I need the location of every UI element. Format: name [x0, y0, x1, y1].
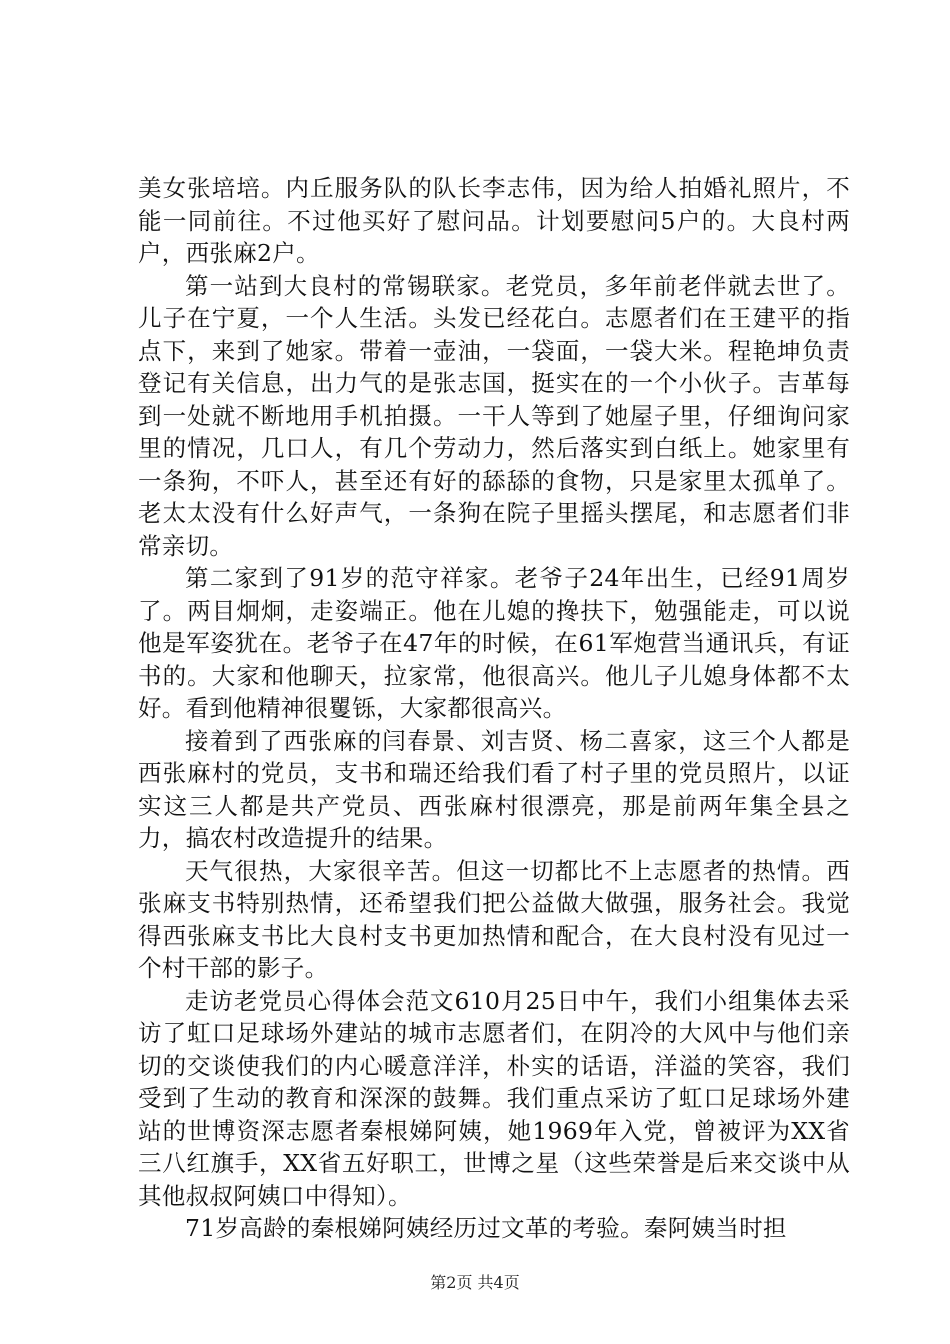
paragraph-7: 71岁高龄的秦根娣阿姨经历过文革的考验。秦阿姨当时担: [185, 1214, 787, 1242]
paragraph-3: 第二家到了91岁的范守祥家。老爷子24年出生，已经91周岁了。两目炯炯，走姿端正。他在儿媳的搀扶下，勉强能走，可以说他是军姿犹在。老爷子在47年的时候，在61军炮营当通讯兵，有证书的。大家和他聊天，拉家常，他很高兴。他儿子儿媳身体都不太好。看到他精神很矍铄，大家都很高兴。: [138, 564, 850, 722]
paragraph-2: 第一站到大良村的常锡联家。老党员，多年前老伴就去世了。儿子在宁夏，一个人生活。头发已经花白。志愿者们在王建平的指点下，来到了她家。带着一壶油，一袋面，一袋大米。程艳坤负责登记有关信息，出力气的是张志国，挺实在的一个小伙子。吉革每到一处就不断地用手机拍摄。一干人等到了她屋子里，仔细询问家里的情况，几口人，有几个劳动力，然后落实到白纸上。她家里有一条狗，不吓人，甚至还有好的舔舔的食物，只是家里太孤单了。老太太没有什么好声气，一条狗在院子里摇头摆尾，和志愿者们非常亲切。: [138, 271, 850, 560]
paragraph-5: 天气很热，大家很辛苦。但这一切都比不上志愿者的热情。西张麻支书特别热情，还希望我们把公益做大做强，服务社会。我觉得西张麻支书比大良村支书更加热情和配合，在大良村没有见过一个村干部的影子。: [138, 856, 850, 982]
document-body: [138, 172, 850, 1245]
page-footer: 第2页 共4页: [430, 1273, 520, 1292]
paragraph-4: 接着到了西张麻的闫春景、刘吉贤、杨二喜家，这三个人都是西张麻村的党员，支书和瑞还给我们看了村子里的党员照片，以证实这三人都是共产党员、西张麻村很漂亮，那是前两年集全县之力，搞农村改造提升的结果。: [138, 726, 850, 852]
paragraph-1: 美女张培培。内丘服务队的队长李志伟，因为给人拍婚礼照片，不能一同前往。不过他买好了慰问品。计划要慰问5户的。大良村两户，西张麻2户。: [138, 174, 850, 267]
paragraph-6: 走访老党员心得体会范文610月25日中午，我们小组集体去采访了虹口足球场外建站的城市志愿者们，在阴冷的大风中与他们亲切的交谈使我们的内心暖意洋洋，朴实的话语，洋溢的笑容，我们受到了生动的教育和深深的鼓舞。我们重点采访了虹口足球场外建站的世博资深志愿者秦根娣阿姨，她1969年入党，曾被评为XX省三八红旗手，XX省五好职工，世博之星（这些荣誉是后来交谈中从其他叔叔阿姨口中得知）。: [138, 986, 850, 1210]
